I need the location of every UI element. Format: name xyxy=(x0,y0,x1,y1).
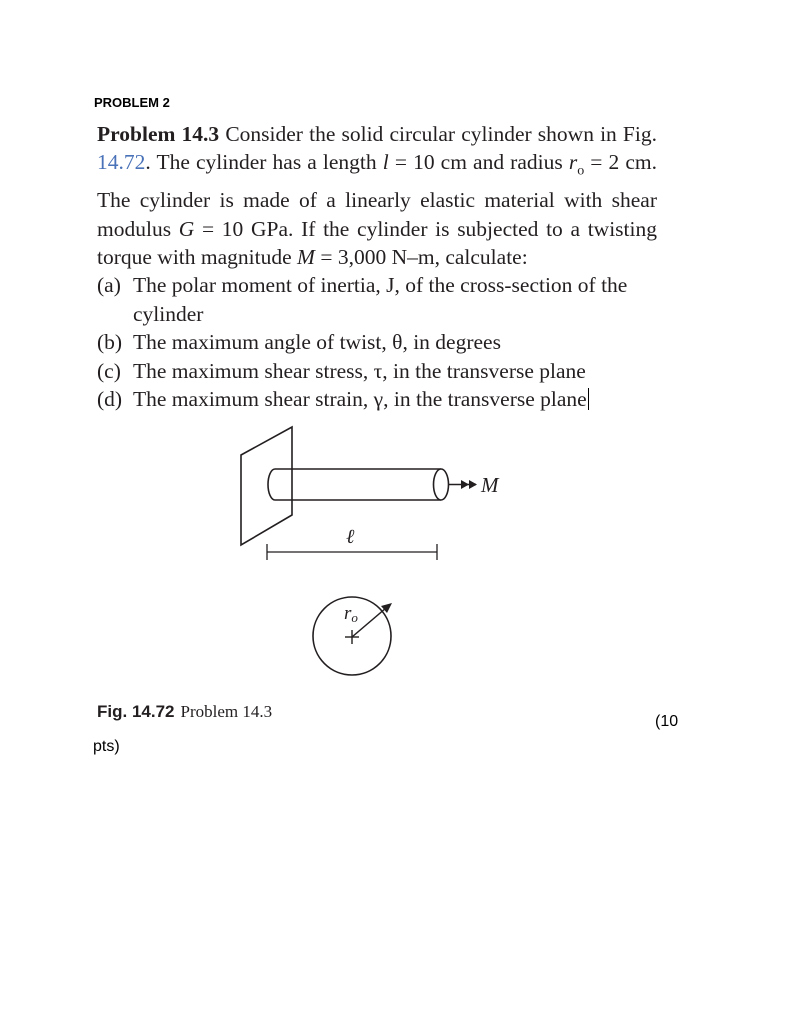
cylinder-end-face xyxy=(434,469,449,500)
length-value: = 10 cm and radius xyxy=(388,150,569,175)
problem-title: Problem 14.3 xyxy=(97,122,220,146)
points-text-part1: (10 xyxy=(655,713,679,730)
torque-symbol: M xyxy=(297,244,315,269)
torque-value: = 3,000 N–m, calculate: xyxy=(314,244,528,269)
radius-symbol: r xyxy=(344,603,352,624)
torque-label: M xyxy=(481,473,499,497)
question-text: The maximum shear strain, γ, in the transverse plane xyxy=(133,386,587,411)
shear-modulus-value: = 10 GPa. If the cylinder is subjected to a twisting torque with magnitude xyxy=(97,216,657,269)
question-text: The maximum angle of twist, θ, in degrees xyxy=(133,330,501,355)
intro-text-2: . The cylinder has a length xyxy=(145,150,383,175)
question-label: (c) xyxy=(97,358,121,383)
radius-symbol: r xyxy=(568,150,578,175)
radius-subscript: o xyxy=(351,610,358,625)
intro-text-1: Consider the solid circular cylinder shown in Fig. xyxy=(219,122,657,146)
points-text-part2: pts) xyxy=(93,738,120,755)
question-label: (a) xyxy=(97,273,121,298)
torque-arrowhead xyxy=(469,480,477,489)
radius-subscript: o xyxy=(577,163,585,179)
question-label: (b) xyxy=(97,330,123,355)
wall-support xyxy=(241,427,292,545)
figure-caption xyxy=(97,702,272,722)
question-text: The polar moment of inertia, J, of the cross-section of the cylinder xyxy=(133,273,628,326)
question-text: The maximum shear stress, τ, in the transverse plane xyxy=(133,358,586,383)
radius-label xyxy=(344,603,358,625)
torque-arrowhead xyxy=(461,480,469,489)
length-label: ℓ xyxy=(346,526,355,548)
section-heading: PROBLEM 2 xyxy=(94,95,170,110)
figure-reference-link[interactable]: 14.72 xyxy=(97,150,146,175)
length-symbol: l xyxy=(382,150,389,175)
cylinder-body xyxy=(268,469,441,500)
shear-modulus-symbol: G xyxy=(178,216,195,241)
question-label: (d) xyxy=(97,386,123,411)
figure-title: Problem 14.3 xyxy=(180,702,273,721)
figure-label: Fig. 14.72 xyxy=(97,702,175,721)
radius-value: = 2 cm. The cylinder is made of a linearly elastic material with shear modulus xyxy=(97,150,657,241)
